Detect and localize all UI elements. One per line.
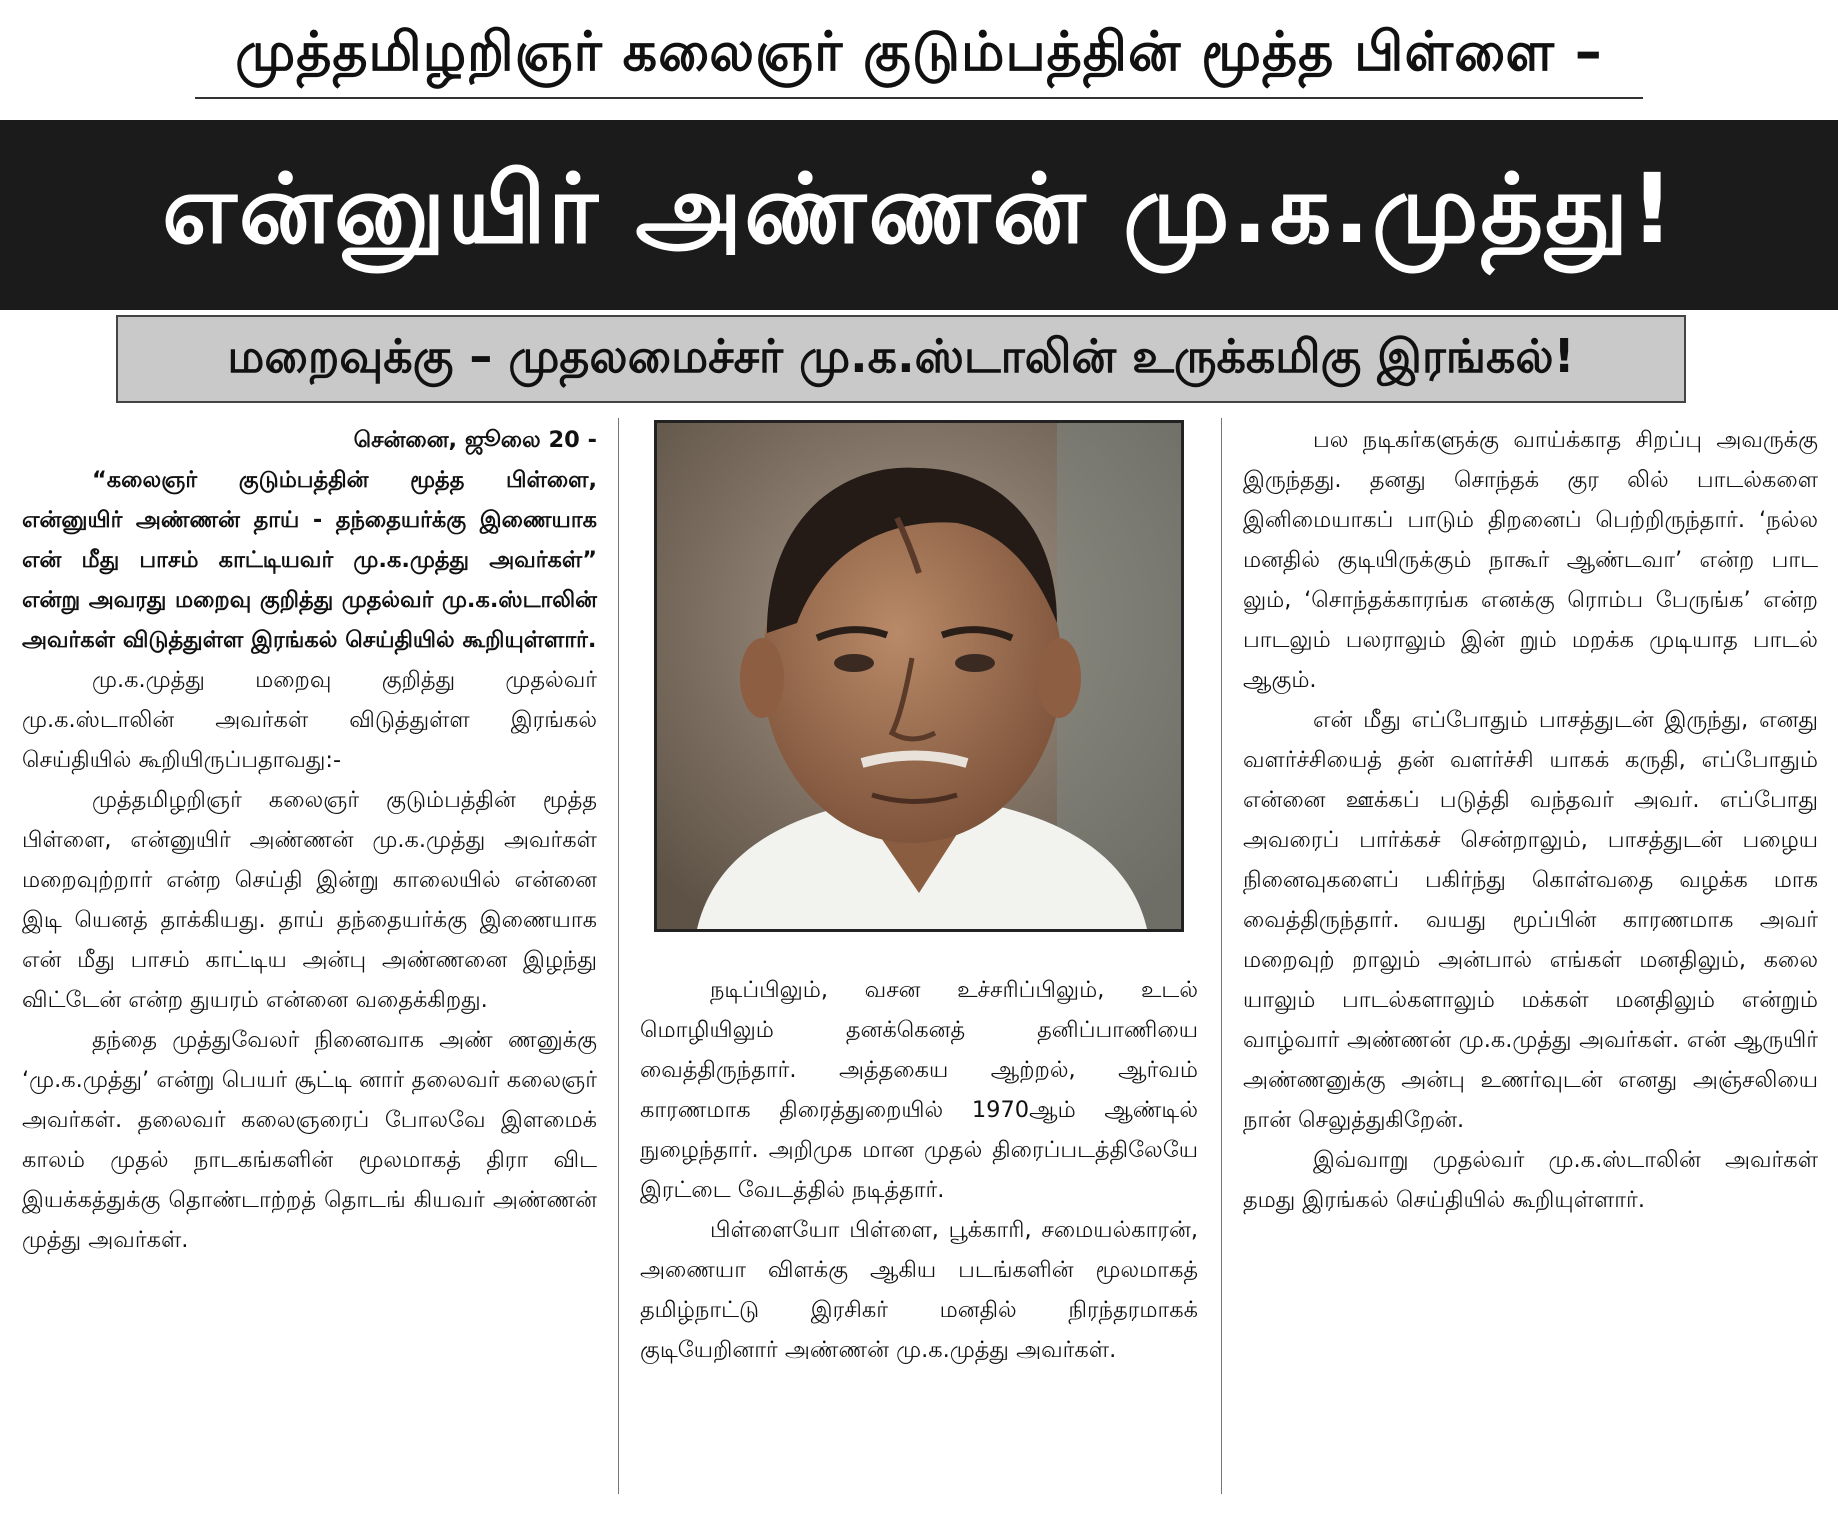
headline-banner — [0, 120, 1838, 310]
portrait-photo — [654, 420, 1184, 932]
article-column-1 — [22, 420, 597, 1492]
subheadline-box — [116, 315, 1686, 403]
kicker-text: முத்தமிழறிஞர் கலைஞர் குடும்பத்தின் மூத்த பிள்ளை – — [195, 20, 1643, 99]
paragraph: நடிப்பிலும், வசன உச்சரிப்பிலும், உடல் மொழியிலும் தனக்கெனத் தனிப்பாணியை வைத்திருந்தார். அத்தகைய ஆற்றல், ஆர்வம் காரணமாக திரைத்துறையில் 1970ஆம் ஆண்டில் நுழைந்தார். அறிமுக மான முதல் திரைப்படத்திலேயே இரட்டை வேடத்தில் நடித்தார். — [640, 977, 1198, 1203]
lead-quote: “கலைஞர் குடும்பத்தின் மூத்த பிள்ளை, என்னுயிர் அண்ணன் தாய் - தந்தையர்க்கு இணையாக என் மீது பாசம் காட்டியவர் மு.க.முத்து அவர்கள்” என்று அவரது மறைவு குறித்து முதல்வர் மு.க.ஸ்டாலின் அவர்கள் விடுத்துள்ள இரங்கல் செய்தியில் கூறியுள்ளார். — [22, 467, 597, 653]
paragraph: முத்தமிழறிஞர் கலைஞர் குடும்பத்தின் மூத்த பிள்ளை, என்னுயிர் அண்ணன் மு.க.முத்து அவர்கள் மறைவுற்றார் என்ற செய்தி இன்று காலையில் என்னை இடி யெனத் தாக்கியது. தாய் தந்தையர்க்கு இணையாக என் மீது பாசம் காட்டிய அன்பு அண்ணனை இழந்து விட்டேன் என்ற துயரம் என்னை வதைக்கிறது. — [22, 787, 597, 1013]
column-divider-right — [1221, 418, 1222, 1494]
column-divider-left — [618, 418, 619, 1494]
kicker — [0, 0, 1838, 118]
paragraph: மு.க.முத்து மறைவு குறித்து முதல்வர் மு.க.ஸ்டாலின் அவர்கள் விடுத்துள்ள இரங்கல் செய்தியில் கூறியிருப்பதாவது:- — [22, 667, 597, 773]
headline: என்னுயிர் அண்ணன் மு.க.முத்து! — [161, 152, 1677, 265]
dateline: சென்னை, ஜூலை 20 - — [353, 427, 597, 453]
paragraph: பிள்ளையோ பிள்ளை, பூக்காரி, சமையல்காரன், அணையா விளக்கு ஆகிய படங்களின் மூலமாகத் தமிழ்நாட்டு இரசிகர் மனதில் நிரந்தரமாகக் குடியேறினார் அண்ணன் மு.க.முத்து அவர்கள். — [640, 1217, 1198, 1363]
portrait-illustration — [657, 423, 1181, 929]
subheadline: மறைவுக்கு – முதலமைச்சர் மு.க.ஸ்டாலின் உருக்கமிகு இரங்கல்! — [227, 328, 1575, 383]
paragraph: பல நடிகர்களுக்கு வாய்க்காத சிறப்பு அவருக்கு இருந்தது. தனது சொந்தக் குர லில் பாடல்களை இனிமையாகப் பாடும் திறனைப் பெற்றிருந்தார். ‘நல்ல மனதில் குடியிருக்கும் நாகூர் ஆண்டவா’ என்ற பாட லும், ‘சொந்தக்காரங்க எனக்கு ரொம்ப பேருங்க’ என்ற பாடலும் பலராலும் இன் றும் மறக்க முடியாத பாடல் ஆகும். — [1243, 427, 1818, 693]
article-column-2 — [640, 970, 1198, 1492]
paragraph: தந்தை முத்துவேலர் நினைவாக அண் ணனுக்கு ‘மு.க.முத்து’ என்று பெயர் சூட்டி னார் தலைவர் கலைஞர் அவர்கள். தலைவர் கலைஞரைப் போலவே இளமைக் காலம் முதல் நாடகங்களின் மூலமாகத் திரா விட இயக்கத்துக்கு தொண்டாற்றத் தொடங் கியவர் அண்ணன் முத்து அவர்கள். — [22, 1027, 597, 1253]
article-column-3 — [1243, 420, 1818, 1492]
paragraph: என் மீது எப்போதும் பாசத்துடன் இருந்து, எனது வளர்ச்சியைத் தன் வளர்ச்சி யாகக் கருதி, எப்போதும் என்னை ஊக்கப் படுத்தி வந்தவர் அவர். எப்போது அவரைப் பார்க்கச் சென்றாலும், பாசத்துடன் பழைய நினைவுகளைப் பகிர்ந்து கொள்வதை வழக்க மாக வைத்திருந்தார். வயது மூப்பின் காரணமாக அவர் மறைவுற் றாலும் அன்பால் எங்கள் மனதிலும், கலை யாலும் பாடல்களாலும் மக்கள் மனதிலும் என்றும் வாழ்வார் அண்ணன் மு.க.முத்து அவர்கள். என் ஆருயிர் அண்ணனுக்கு அன்பு உணர்வுடன் எனது அஞ்சலியை நான் செலுத்துகிறேன். — [1243, 707, 1818, 1133]
paragraph: இவ்வாறு முதல்வர் மு.க.ஸ்டாலின் அவர்கள் தமது இரங்கல் செய்தியில் கூறியுள்ளார். — [1243, 1147, 1818, 1213]
